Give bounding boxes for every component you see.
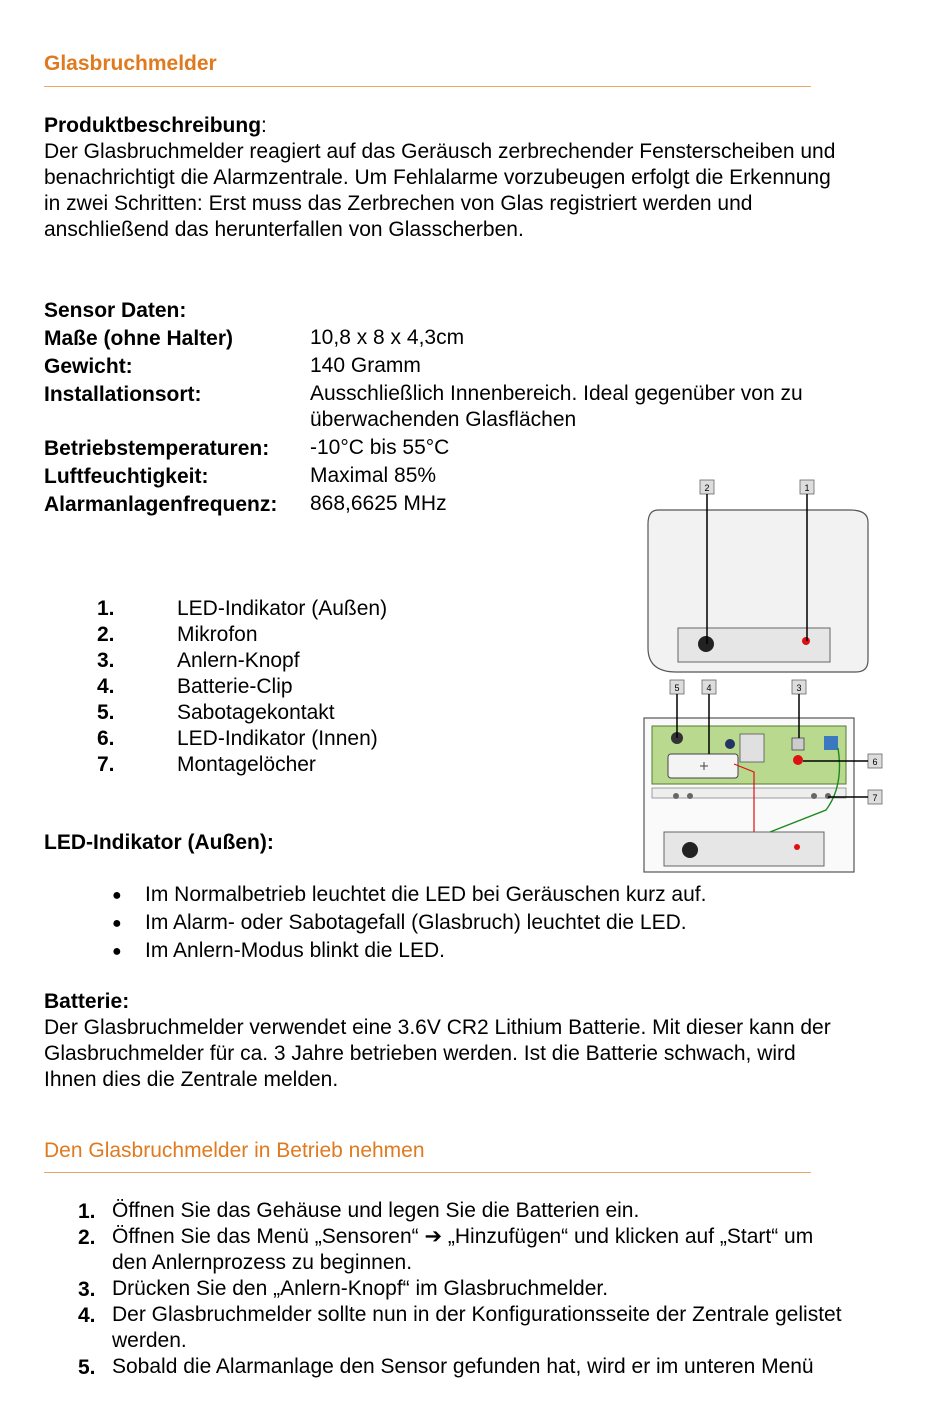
- setup-divider: [44, 1172, 811, 1173]
- spec-label: Luftfeuchtigkeit:: [44, 465, 209, 488]
- learn-button-icon: [792, 738, 804, 750]
- battery-line: Der Glasbruchmelder verwendet eine 3.6V CR2 Lithium Batterie. Mit dieser kann der: [44, 1016, 831, 1039]
- microphone-icon: [698, 636, 714, 652]
- callout-label: 6: [872, 757, 878, 767]
- step-text: [112, 1198, 902, 1224]
- battery-heading: Batterie:: [44, 990, 130, 1013]
- product-line: benachrichtigt die Alarmzentrale. Um Fehlalarme vorzubeugen erfolgt die Erkennung: [44, 166, 831, 189]
- product-line: Der Glasbruchmelder reagiert auf das Geräusch zerbrechender Fensterscheiben und: [44, 140, 836, 163]
- spec-value: 10,8 x 8 x 4,3cm: [310, 326, 465, 349]
- step-line: Der Glasbruchmelder sollte nun in der Konfigurationsseite der Zentrale gelistet: [112, 1303, 842, 1326]
- part-label: Mikrofon: [177, 623, 258, 646]
- led-inner-icon: [793, 755, 803, 765]
- spec-value: 868,6625 MHz: [310, 492, 447, 515]
- spec-value: Ausschließlich Innenbereich. Ideal gegenüber von zu: [310, 382, 803, 405]
- bullet-icon: ●: [112, 943, 122, 960]
- step-number: 4.: [78, 1304, 96, 1327]
- setup-heading: Den Glasbruchmelder in Betrieb nehmen: [44, 1139, 425, 1162]
- inner-housing: [644, 718, 854, 872]
- step-text: [112, 1302, 902, 1354]
- step-line: Öffnen Sie das Gehäuse und legen Sie die Batterien ein.: [112, 1199, 640, 1222]
- led-outer-icon: [802, 637, 810, 645]
- step-line: Sobald die Alarmanlage den Sensor gefunden hat, wird er im unteren Menü: [112, 1355, 814, 1378]
- callout-label: 4: [706, 683, 712, 693]
- step-text: [112, 1354, 902, 1380]
- step-number: 5.: [78, 1356, 96, 1379]
- battery-line: Ihnen dies die Zentrale melden.: [44, 1068, 339, 1091]
- product-description: [44, 113, 904, 243]
- part-number: 5.: [97, 701, 115, 724]
- step-number: 3.: [78, 1278, 96, 1301]
- product-heading: Produktbeschreibung: [44, 114, 262, 137]
- part-number: 6.: [97, 727, 115, 750]
- callout-label: 5: [674, 683, 680, 693]
- step-line: den Anlernprozess zu beginnen.: [112, 1251, 413, 1274]
- part-number: 2.: [97, 623, 115, 646]
- callout-label: 7: [872, 793, 878, 803]
- step-number: 2.: [78, 1226, 96, 1249]
- front-cover: [648, 510, 868, 672]
- callout-label: 1: [804, 483, 810, 493]
- led-item: Im Alarm- oder Sabotagefall (Glasbruch) leuchtet die LED.: [145, 911, 687, 934]
- spec-label: Gewicht:: [44, 355, 133, 378]
- callout-label: 2: [704, 483, 710, 493]
- battery-section: [44, 989, 904, 1093]
- bullet-icon: ●: [112, 915, 122, 932]
- callout-label: 3: [796, 683, 802, 693]
- spec-value: Maximal 85%: [310, 464, 437, 487]
- spec-value-continued: überwachenden Glasflächen: [310, 408, 577, 431]
- part-label: LED-Indikator (Außen): [177, 597, 388, 620]
- led-heading: LED-Indikator (Außen):: [44, 831, 274, 854]
- led-item: Im Normalbetrieb leuchtet die LED bei Geräuschen kurz auf.: [145, 883, 707, 906]
- device-diagram: [630, 476, 890, 876]
- product-line: anschließend das herunterfallen von Glasscherben.: [44, 218, 524, 241]
- page-title: Glasbruchmelder: [44, 52, 217, 75]
- part-label: Batterie-Clip: [177, 675, 293, 698]
- step-text: [112, 1276, 902, 1302]
- part-number: 3.: [97, 649, 115, 672]
- title-divider: [44, 86, 811, 87]
- product-heading-colon: :: [261, 114, 267, 137]
- part-number: 7.: [97, 753, 115, 776]
- part-label: Anlern-Knopf: [177, 649, 300, 672]
- part-label: Sabotagekontakt: [177, 701, 335, 724]
- step-number: 1.: [78, 1200, 96, 1223]
- step-line: Öffnen Sie das Menü „Sensoren“ ➔ „Hinzufügen“ und klicken auf „Start“ um: [112, 1225, 814, 1248]
- spec-value: 140 Gramm: [310, 354, 421, 377]
- spec-value: -10°C bis 55°C: [310, 436, 450, 459]
- battery-line: Glasbruchmelder für ca. 3 Jahre betrieben werden. Ist die Batterie schwach, wird: [44, 1042, 796, 1065]
- sensor-heading: Sensor Daten:: [44, 299, 187, 322]
- spec-label: Maße (ohne Halter): [44, 327, 234, 350]
- led-item: Im Anlern-Modus blinkt die LED.: [145, 939, 445, 962]
- step-line: Drücken Sie den „Anlern-Knopf“ im Glasbruchmelder.: [112, 1277, 609, 1300]
- bullet-icon: ●: [112, 887, 122, 904]
- spec-label: Alarmanlagenfrequenz:: [44, 493, 278, 516]
- part-label: Montagelöcher: [177, 753, 316, 776]
- step-text: [112, 1224, 902, 1276]
- part-number: 4.: [97, 675, 115, 698]
- part-label: LED-Indikator (Innen): [177, 727, 378, 750]
- part-number: 1.: [97, 597, 115, 620]
- product-line: in zwei Schritten: Erst muss das Zerbrechen von Glas registriert werden und: [44, 192, 753, 215]
- spec-label: Betriebstemperaturen:: [44, 437, 270, 460]
- step-line: werden.: [112, 1329, 187, 1352]
- spec-label: Installationsort:: [44, 383, 202, 406]
